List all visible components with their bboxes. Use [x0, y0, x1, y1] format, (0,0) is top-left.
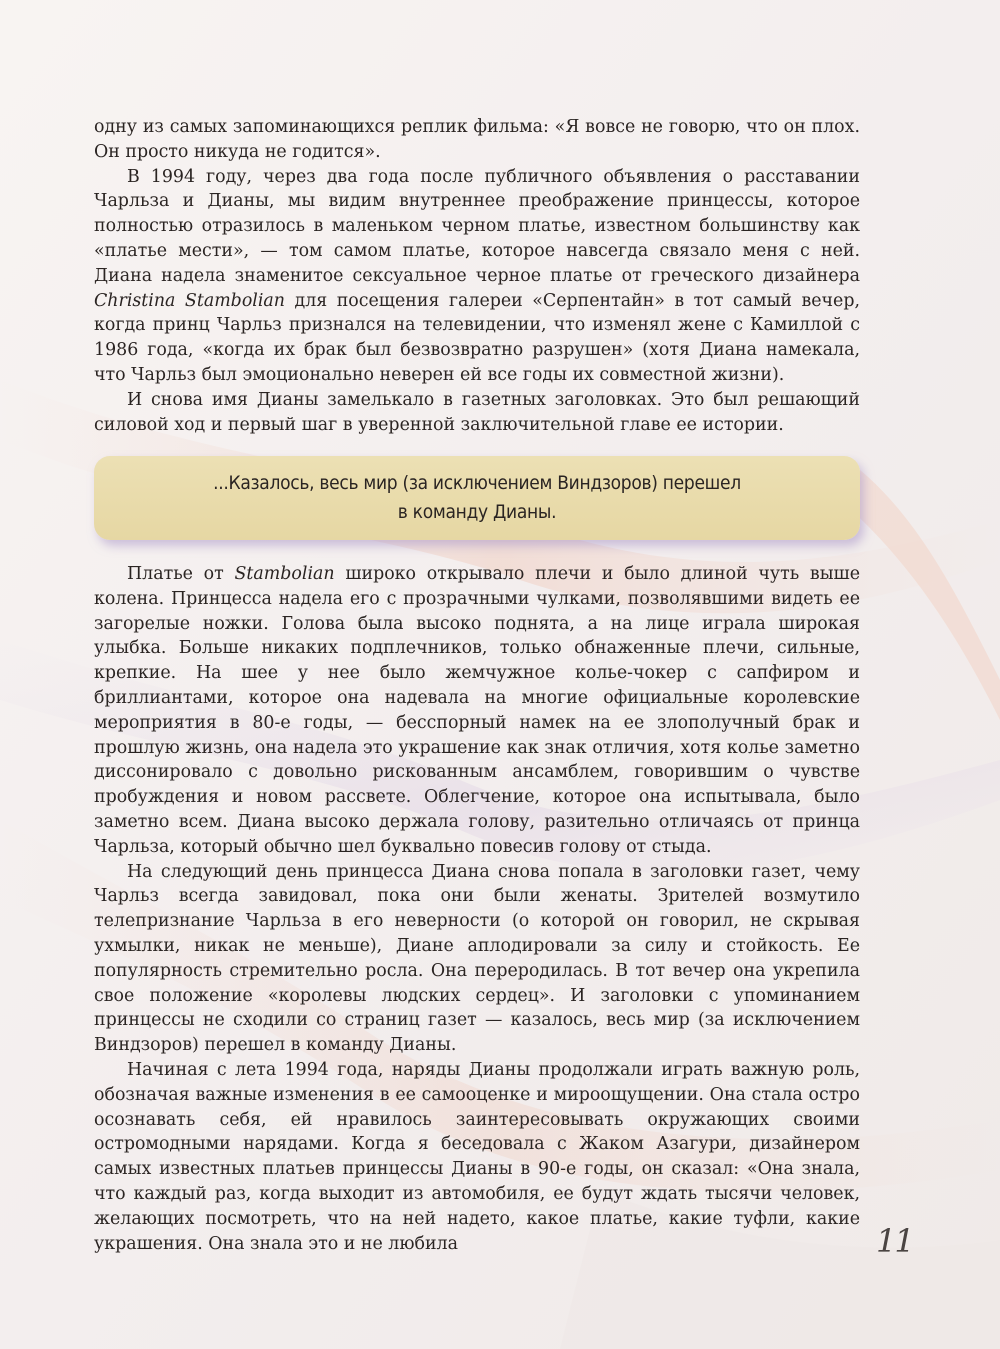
paragraph: И снова имя Дианы замелькало в газетных заголовках. Это был решающий силовой ход и первый шаг в уверенной заключительной главе ее истории. [94, 389, 860, 435]
paragraph: одну из самых запоминающихся реплик фильма: «Я вовсе не говорю, что он плох. Он просто никуда не годится». [94, 117, 860, 162]
pull-quote-box [94, 456, 860, 540]
body-text-bottom [94, 562, 860, 1256]
paragraph: На следующий день принцесса Диана снова попала в заголовки газет, чему Чарльз всегда завидовал, пока они были женаты. Зрителей возмутило телепризнание Чарльза в его неверности (о которой он говорил, не скрывая ухмылки, никак не меньше), Диане аплодировали за силу и стойкость. Ее популярность стремительно росла. Она переродилась. В тот вечер она укрепила свое положение «королевы людских сердец». И заголовки с упоминанием принцессы не сходили со страниц газет — казалось, весь мир (за исключением Виндзоров) перешел в команду Дианы. [94, 861, 860, 1056]
designer-name: Stambolian [234, 564, 335, 584]
pull-quote-line: ...Казалось, весь мир (за исключением Виндзоров) перешел [213, 472, 741, 494]
body-text-top [94, 115, 860, 437]
pull-quote [213, 469, 741, 527]
pull-quote-line: в команду Дианы. [397, 501, 557, 523]
designer-name: Christina Stambolian [94, 290, 285, 311]
paragraph: Начиная с лета 1994 года, наряды Дианы продолжали играть важную роль, обозначая важные изменения в ее самооценке и мироощущении. Она стала остро осознавать себя, ей нравилось заинтересовывать окружающих своими остромодными нарядами. Когда я беседовала с Жаком Азагури, дизайнером самых известных платьев принцессы Дианы в 90-е годы, он сказал: «Она знала, что каждый раз, когда выходит из автомобиля, ее будут ждать тысячи человек, желающих посмотреть, что на ней надето, какое платье, какие туфли, какие украшения. Она знала это и не любила [94, 1059, 860, 1254]
paragraph: В 1994 году, через два года после публичного объявления о расставании Чарльза и Дианы, мы видим внутреннее преображение принцессы, которое полностью отразилось в маленьком черном платье, известном большинству как «платье мести», — том самом платье, которое навсегда связало меня с ней. Диана надела знаменитое сексуальное черное платье от греческого дизайнера Christina Stambolian для посещения галереи «Серпентайн» в тот самый вечер, когда принц Чарльз признался на телевидении, что изменял жене с Камиллой с 1986 года, «когда их брак был безвозвратно разрушен» (хотя Диана намекала, что Чарльз был эмоционально неверен ей все годы их совместной жизни). [94, 166, 860, 385]
page-number: 11 [876, 1222, 913, 1260]
paragraph: Платье от Stambolian широко открывало плечи и было длиной чуть выше колена. Принцесса надела его с прозрачными чулками, позволявшими видеть ее загорелые ножки. Голова была высоко поднята, а на лице играла широкая улыбка. Больше никаких подплечников, только обнаженные плечи, сильные, крепкие. На шее у нее было жемчужное колье-чокер с сапфиром и бриллиантами, которое она надевала на многие официальные королевские мероприятия в 80-е годы, — бесспорный намек на ее злополучный брак и прошлую жизнь, она надела это украшение как знак отличия, хотя колье заметно диссонировало с довольно рискованным ансамблем, говорившим о чувстве пробуждения и новом рассвете. Облегчение, которое она испытывала, было заметно всем. Диана высоко держала голову, разительно отличаясь от принца Чарльза, который обычно шел буквально повесив голову от стыда. [94, 564, 861, 857]
